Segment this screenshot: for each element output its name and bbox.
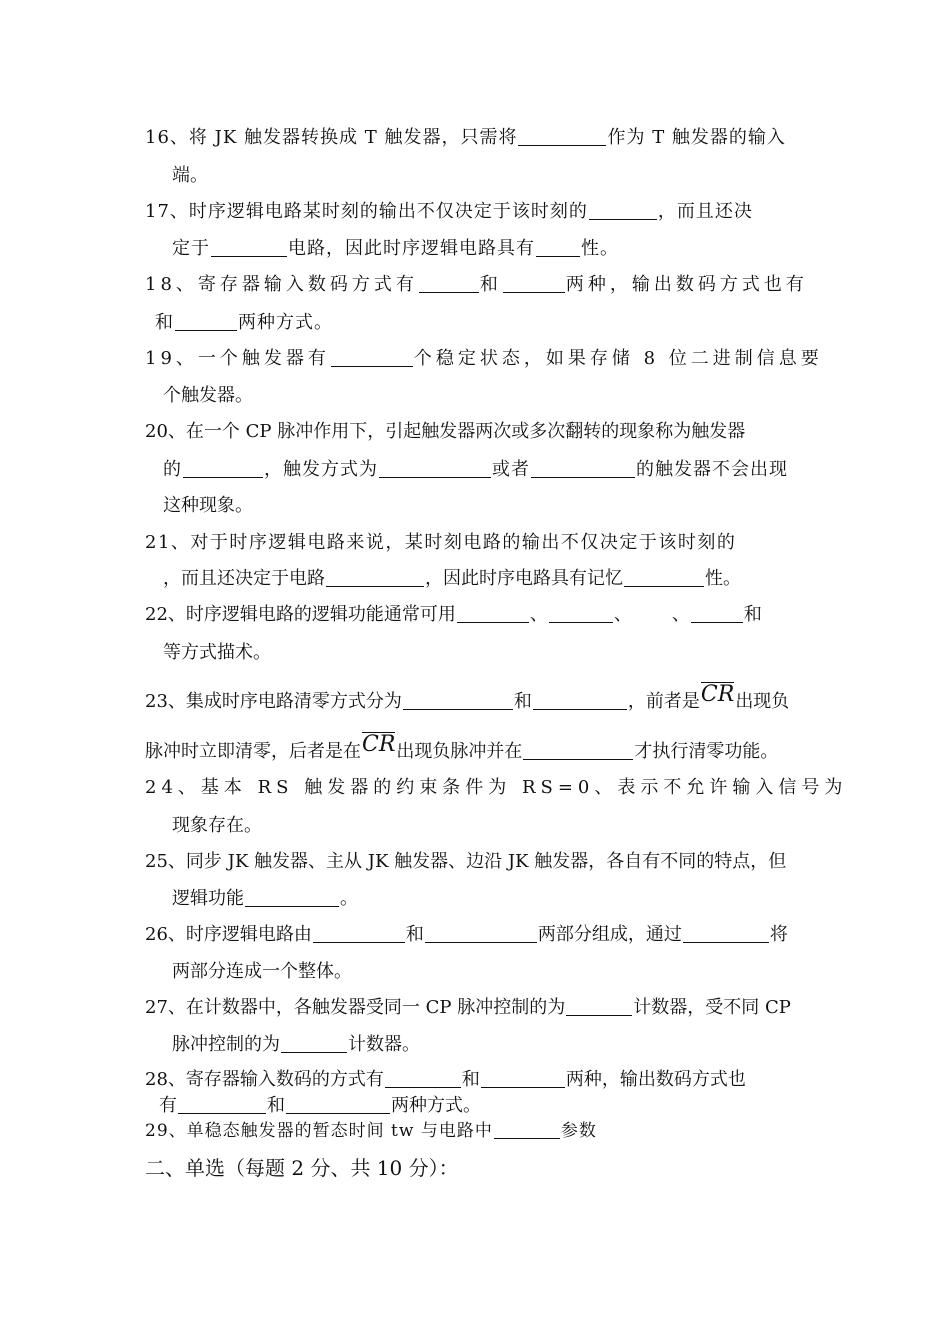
question-20-line-3 (163, 494, 253, 518)
question-24-line-2 (172, 814, 262, 838)
answer-blank[interactable] (518, 127, 606, 146)
text: 将 (769, 924, 788, 945)
answer-blank[interactable] (183, 459, 263, 478)
text: 电路，因此时序逻辑电路具有 (288, 238, 535, 259)
text: 两种，输出数码方式也 (565, 1069, 746, 1090)
question-23-line-2 (145, 732, 778, 764)
text: 18、寄存器输入数码方式有 (145, 274, 418, 295)
text: 两种方式。 (391, 1095, 481, 1116)
text: 23、集成时序电路清零方式分为 (145, 691, 402, 712)
text: 、 (529, 604, 548, 625)
text: 或者 (492, 459, 530, 480)
text: 17、时序逻辑电路某时刻的输出不仅决定于该时刻的 (145, 201, 588, 222)
answer-blank[interactable] (531, 459, 635, 478)
question-28-line-2 (159, 1094, 481, 1118)
question-16-line-1 (145, 126, 786, 150)
question-26-line-1 (145, 923, 788, 947)
answer-blank[interactable] (286, 1095, 390, 1114)
question-21-line-1 (145, 531, 736, 555)
question-18-line-1 (145, 273, 808, 297)
text: 24、基本 RS 触发器的约束条件为 RS=0、表示不允许输入信号为 (145, 777, 848, 798)
text: 参数 (560, 1121, 597, 1141)
text: 16、将 JK 触发器转换成 T 触发器，只需将 (145, 127, 518, 148)
question-25-line-1 (145, 850, 786, 874)
answer-blank[interactable] (425, 924, 537, 943)
text: 个触发器。 (163, 385, 253, 406)
answer-blank[interactable] (624, 568, 704, 587)
answer-blank[interactable] (385, 1069, 461, 1088)
text: ，前者是 (627, 691, 700, 712)
text: 和 (267, 1095, 285, 1116)
answer-blank[interactable] (331, 348, 413, 367)
question-24-line-1 (145, 776, 847, 800)
text: 两种，输出数码方式也有 (565, 274, 808, 295)
text: 28、寄存器输入数码的方式有 (145, 1069, 384, 1090)
question-20-line-1 (145, 420, 745, 444)
text: 的触发器不会出现 (636, 459, 788, 480)
section-2-heading (145, 1154, 459, 1182)
text: 逻辑功能 (172, 888, 244, 909)
text: 出现负 (735, 691, 790, 712)
text: 26、时序逻辑电路由 (145, 924, 312, 945)
question-26-line-2 (172, 960, 352, 984)
question-27-line-2 (172, 1033, 420, 1057)
text: 和 (155, 312, 174, 333)
text: 21、对于时序逻辑电路来说，某时刻电路的输出不仅决定于该时刻的 (145, 532, 737, 553)
text: 和 (743, 604, 762, 625)
text: 两部分组成，通过 (537, 924, 682, 945)
text: 这种现象。 (163, 495, 253, 516)
question-28-line-1 (145, 1068, 746, 1092)
text: 25、同步 JK 触发器、主从 JK 触发器、边沿 JK 触发器，各自有不同的特点，但 (145, 851, 787, 872)
text: 19、一个触发器有 (145, 348, 330, 369)
text: 和 (405, 924, 424, 945)
question-19-line-1 (145, 347, 823, 371)
text: 29、单稳态触发器的暂态时间 tw 与电路中 (145, 1121, 493, 1141)
question-22-line-2 (163, 641, 271, 665)
answer-blank[interactable] (683, 924, 769, 943)
question-17-line-1 (145, 200, 753, 224)
text: 22、时序逻辑电路的逻辑功能通常可用 (145, 604, 456, 625)
answer-blank[interactable] (566, 997, 632, 1016)
text: 两种方式。 (238, 312, 333, 333)
text: 等方式描术。 (163, 642, 271, 663)
text: 定于 (172, 238, 210, 259)
answer-blank[interactable] (419, 274, 479, 293)
text: 性。 (705, 568, 741, 589)
question-17-line-2 (172, 237, 619, 261)
answer-blank[interactable] (523, 741, 633, 760)
answer-blank[interactable] (281, 1034, 347, 1053)
answer-blank[interactable] (536, 238, 580, 257)
answer-blank[interactable] (457, 604, 529, 623)
answer-blank[interactable] (245, 888, 339, 907)
answer-blank[interactable] (326, 568, 424, 587)
question-22-line-1 (145, 603, 762, 627)
text: 、 (671, 604, 690, 625)
text: 计数器。 (348, 1034, 420, 1055)
answer-blank[interactable] (589, 201, 657, 220)
text: 性。 (581, 238, 619, 259)
text: 20、在一个 CP 脉冲作用下，引起触发器两次或多次翻转的现象称为触发器 (145, 421, 746, 442)
text: ，而且还决 (657, 201, 753, 222)
answer-blank[interactable] (178, 1095, 266, 1114)
question-29 (145, 1119, 597, 1143)
cr-overline-symbol: CR (700, 682, 735, 707)
text: 、 (613, 604, 632, 625)
answer-blank[interactable] (403, 691, 513, 710)
text: 和 (479, 274, 502, 295)
text: 作为 T 触发器的输入 (607, 127, 786, 148)
text: 端。 (172, 165, 208, 186)
text: 脉冲时立即清零，后者是在 (145, 741, 361, 762)
text: 两部分连成一个整体。 (172, 961, 352, 982)
text: 才执行清零功能。 (634, 741, 779, 762)
section-title: 二、单选（每题 2 分、共 10 分）： (145, 1156, 459, 1180)
text: 。 (340, 888, 358, 909)
answer-blank[interactable] (549, 604, 613, 623)
question-18-line-2 (155, 311, 333, 335)
text: 现象存在。 (172, 815, 262, 836)
answer-blank[interactable] (175, 312, 237, 331)
answer-blank[interactable] (313, 924, 405, 943)
text: 出现负脉冲并在 (396, 741, 523, 762)
cr-overline-symbol: CR (362, 732, 396, 757)
text: 和 (513, 691, 532, 712)
question-21-line-2 (163, 567, 741, 591)
question-27-line-1 (145, 996, 791, 1020)
text: 的 (163, 459, 182, 480)
text: ，触发方式为 (264, 459, 378, 480)
answer-blank[interactable] (494, 1120, 560, 1139)
answer-blank[interactable] (691, 604, 743, 623)
answer-blank[interactable] (533, 691, 627, 710)
answer-blank[interactable] (379, 459, 491, 478)
answer-blank[interactable] (211, 238, 287, 257)
text: 个稳定状态，如果存储 8 位二进制信息要 (413, 348, 823, 369)
answer-blank[interactable] (481, 1069, 565, 1088)
question-23-line-1 (145, 682, 789, 714)
answer-blank[interactable] (503, 274, 565, 293)
question-20-line-2 (163, 458, 788, 482)
text: ，而且还决定于电路 (163, 568, 325, 589)
question-25-line-2 (172, 887, 358, 911)
text: ，因此时序电路具有记忆 (425, 568, 623, 589)
text: 计数器，受不同 CP (633, 997, 791, 1018)
text: 有 (159, 1095, 177, 1116)
text: 27、在计数器中，各触发器受同一 CP 脉冲控制的为 (145, 997, 566, 1018)
text: 和 (461, 1069, 480, 1090)
question-19-line-2 (163, 384, 253, 408)
text: 脉冲控制的为 (172, 1034, 280, 1055)
question-16-line-2 (172, 164, 208, 188)
